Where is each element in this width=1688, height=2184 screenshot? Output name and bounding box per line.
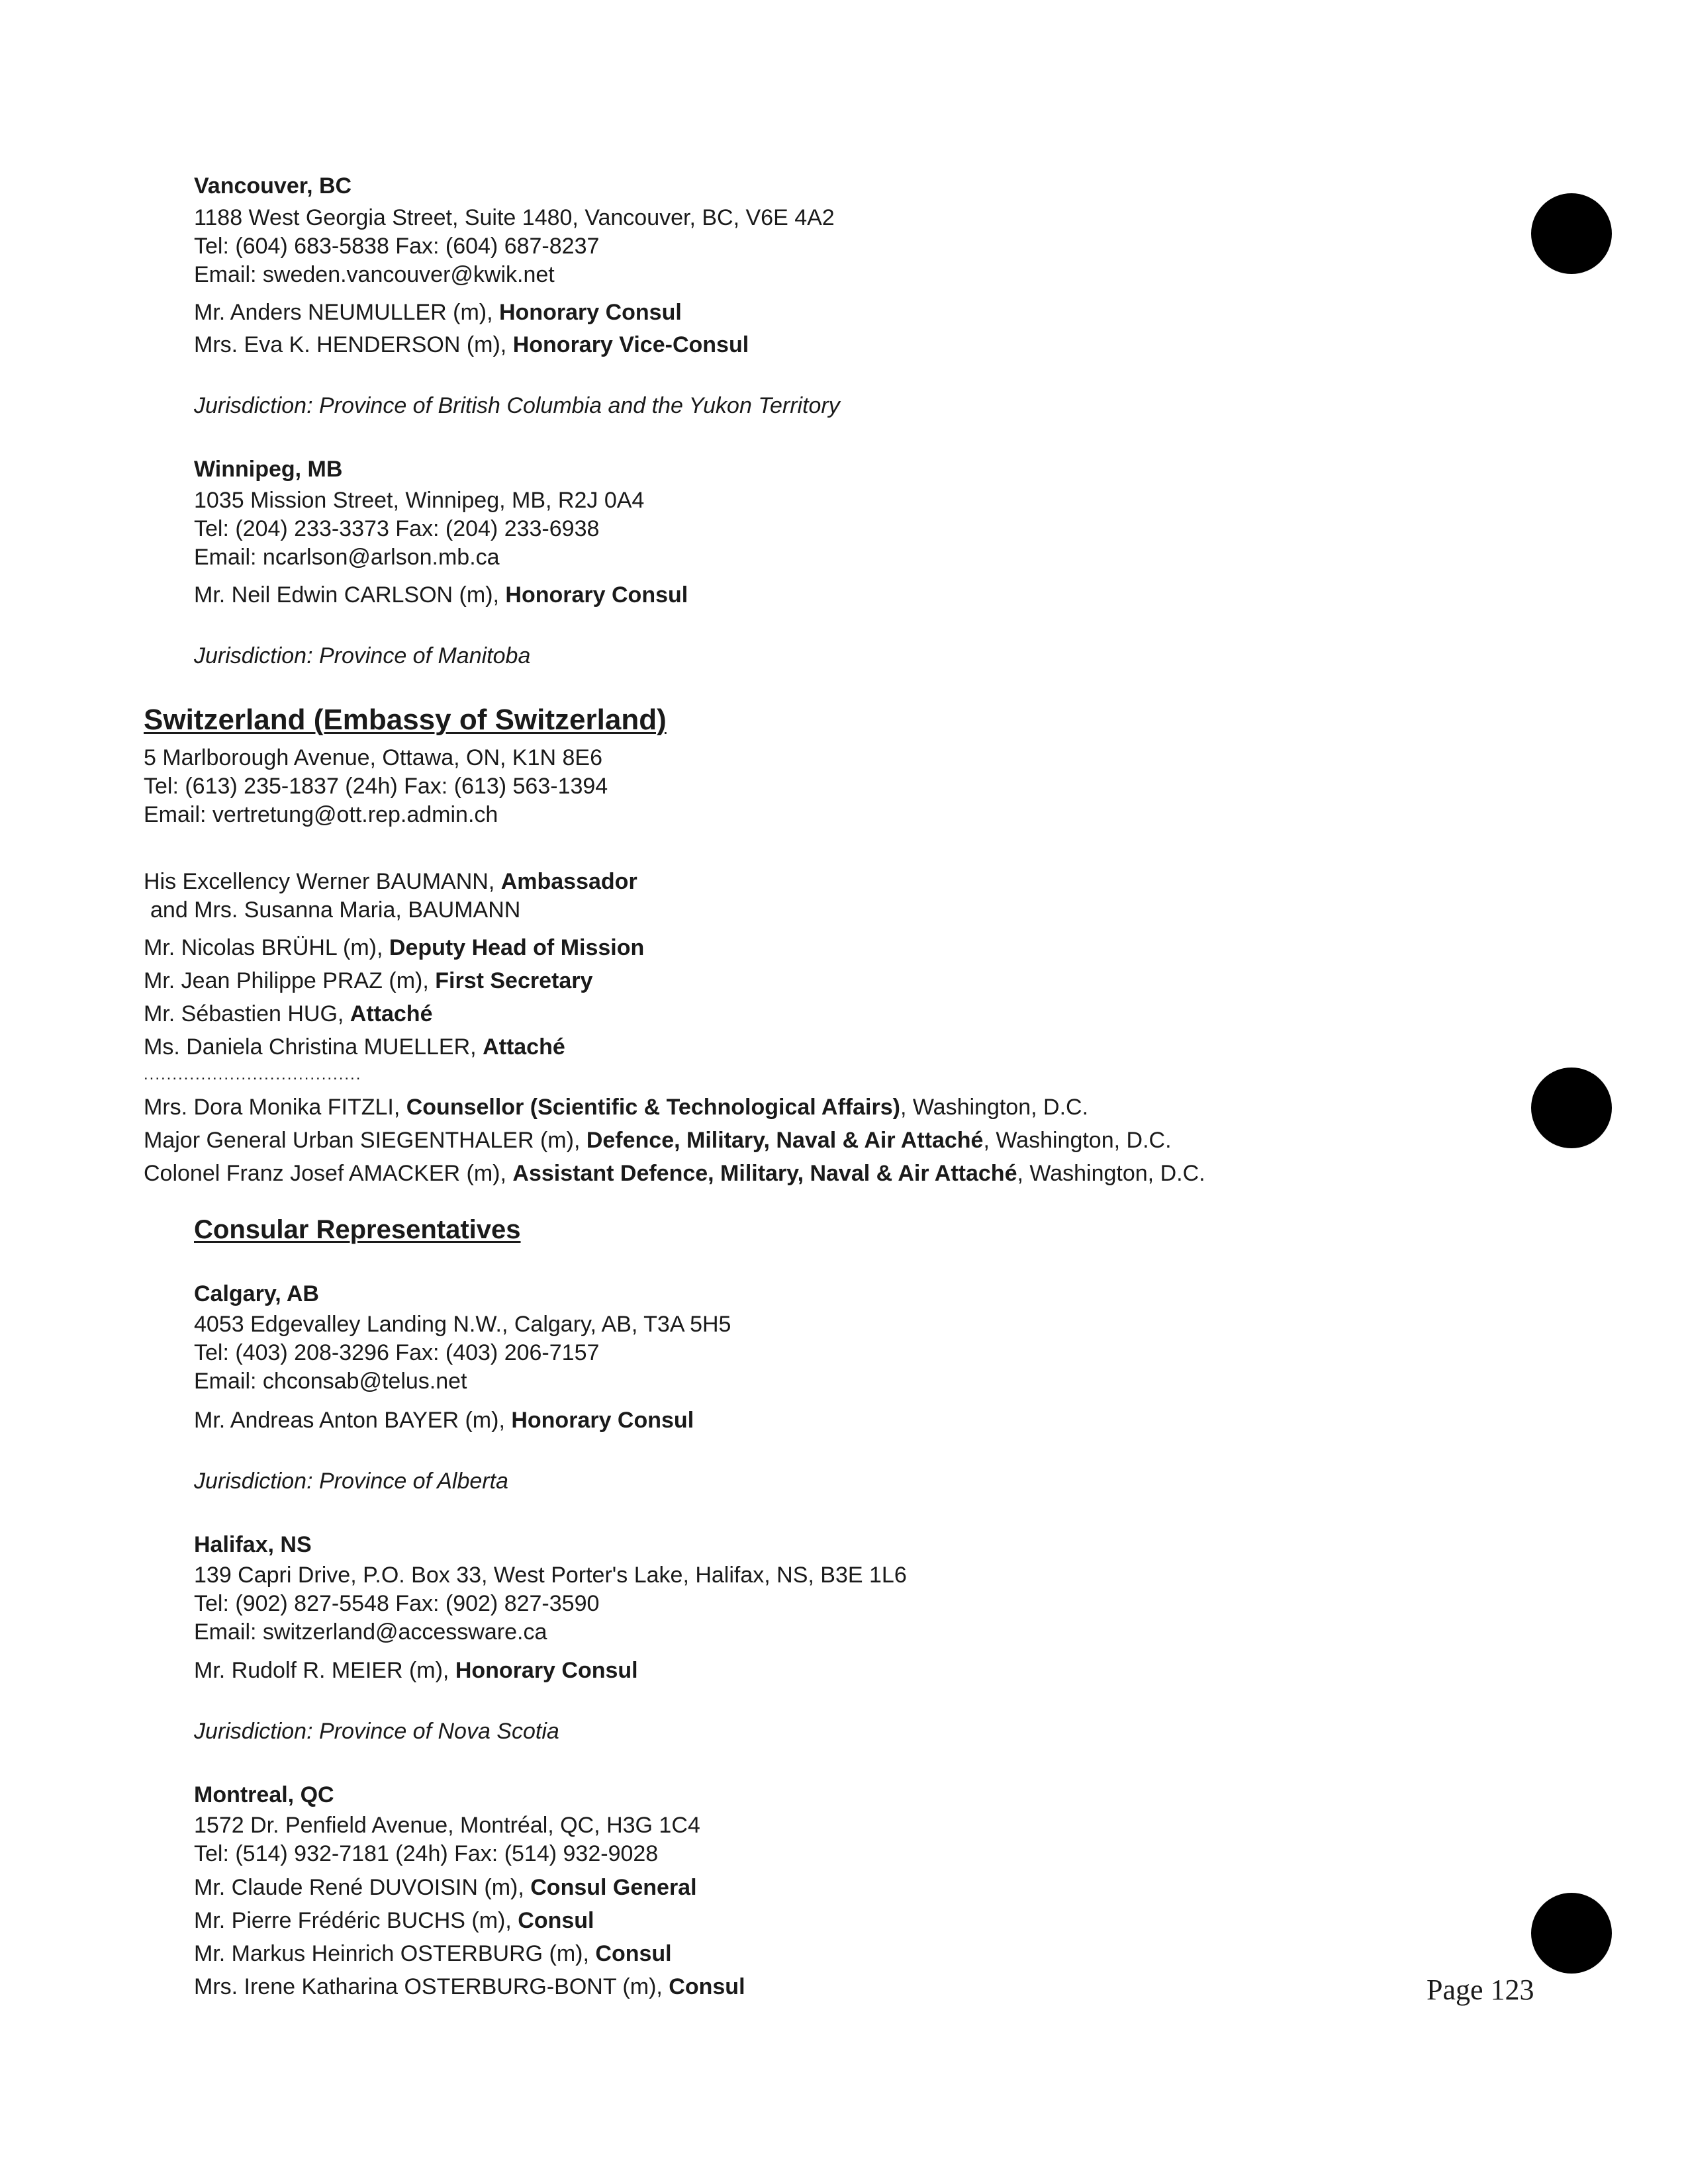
person-title: Honorary Consul <box>498 300 682 325</box>
person-name: Mrs. Irene Katharina OSTERBURG-BONT (m), <box>194 1974 669 1999</box>
person-name: Mr. Andreas Anton BAYER (m), <box>194 1408 512 1433</box>
person-name: Mr. Sébastien HUG, <box>144 1001 350 1026</box>
person-title: Assistant Defence, Military, Naval & Air Attaché <box>512 1161 1017 1186</box>
person-row <box>194 1874 697 1901</box>
ambassador-spouse: and Mrs. Susanna Maria, BAUMANN <box>150 897 521 923</box>
person-title: Deputy Head of Mission <box>389 935 645 960</box>
person-name: Mr. Neil Edwin CARLSON (m), <box>194 582 506 608</box>
person-name: Mr. Anders NEUMULLER (m), <box>194 300 499 325</box>
city-heading: Winnipeg, MB <box>194 457 343 482</box>
ambassador-row <box>144 868 637 895</box>
washington-row <box>144 1126 1172 1154</box>
person-row <box>194 331 749 359</box>
consular-representatives-heading: Consular Representatives <box>194 1215 521 1244</box>
address: 1572 Dr. Penfield Avenue, Montréal, QC, H3G 1C4 <box>194 1813 700 1838</box>
tel-fax: Tel: (902) 827-5548 Fax: (902) 827-3590 <box>194 1591 600 1616</box>
person-title: First Secretary <box>435 968 593 993</box>
tel-fax: Tel: (204) 233-3373 Fax: (204) 233-6938 <box>194 516 600 541</box>
tel-fax: Tel: (403) 208-3296 Fax: (403) 206-7157 <box>194 1340 600 1365</box>
address: 139 Capri Drive, P.O. Box 33, West Porter's Lake, Halifax, NS, B3E 1L6 <box>194 1563 907 1588</box>
city-heading: Vancouver, BC <box>194 173 352 199</box>
person-name: Major General Urban SIEGENTHALER (m), <box>144 1128 586 1153</box>
tel-fax: Tel: (514) 932-7181 (24h) Fax: (514) 932-9028 <box>194 1841 659 1866</box>
person-row <box>194 298 682 326</box>
person-title: Consul <box>669 1974 745 1999</box>
country-heading: Switzerland (Embassy of Switzerland) <box>144 704 667 736</box>
tel-fax: Tel: (604) 683-5838 Fax: (604) 687-8237 <box>194 234 600 259</box>
staff-row <box>144 967 592 995</box>
person-title: Honorary Consul <box>505 582 688 608</box>
person-row <box>194 1940 672 1968</box>
location: , Washington, D.C. <box>1017 1161 1205 1186</box>
person-name: Mr. Claude René DUVOISIN (m), <box>194 1875 531 1900</box>
staff-row <box>144 934 644 962</box>
location: , Washington, D.C. <box>900 1095 1089 1120</box>
person-name: Mr. Markus Heinrich OSTERBURG (m), <box>194 1941 596 1966</box>
person-name: Mr. Rudolf R. MEIER (m), <box>194 1658 455 1683</box>
address: 1035 Mission Street, Winnipeg, MB, R2J 0A4 <box>194 488 645 513</box>
person-title: Consul <box>518 1908 594 1933</box>
jurisdiction: Jurisdiction: Province of Manitoba <box>194 643 531 668</box>
jurisdiction: Jurisdiction: Province of Alberta <box>194 1469 508 1494</box>
person-title: Honorary Consul <box>455 1658 638 1683</box>
city-heading: Calgary, AB <box>194 1281 319 1306</box>
person-name: Colonel Franz Josef AMACKER (m), <box>144 1161 513 1186</box>
email: Email: vertretung@ott.rep.admin.ch <box>144 802 498 827</box>
punch-hole-top <box>1531 193 1612 274</box>
staff-row <box>144 1000 432 1028</box>
dotted-separator: ...................................... <box>144 1066 362 1083</box>
email: Email: sweden.vancouver@kwik.net <box>194 262 555 287</box>
person-name: Mr. Jean Philippe PRAZ (m), <box>144 968 436 993</box>
page-number: Page 123 <box>1427 1974 1534 2006</box>
address: 4053 Edgevalley Landing N.W., Calgary, AB, T3A 5H5 <box>194 1312 731 1337</box>
person-title: Counsellor (Scientific & Technological Affairs) <box>406 1095 900 1120</box>
person-title: Attaché <box>350 1001 433 1026</box>
person-title: Honorary Consul <box>511 1408 694 1433</box>
person-row <box>194 1907 594 1934</box>
city-heading: Montreal, QC <box>194 1782 334 1807</box>
person-title: Honorary Vice-Consul <box>512 332 749 357</box>
person-name: Ms. Daniela Christina MUELLER, <box>144 1034 483 1060</box>
person-title: Defence, Military, Naval & Air Attaché <box>586 1128 984 1153</box>
person-title: Attaché <box>483 1034 565 1060</box>
email: Email: switzerland@accessware.ca <box>194 1619 547 1645</box>
address: 5 Marlborough Avenue, Ottawa, ON, K1N 8E6 <box>144 745 602 770</box>
person-name: Mr. Nicolas BRÜHL (m), <box>144 935 389 960</box>
jurisdiction: Jurisdiction: Province of Nova Scotia <box>194 1719 559 1744</box>
person-title: Ambassador <box>500 869 637 894</box>
location: , Washington, D.C. <box>983 1128 1172 1153</box>
punch-hole-bottom <box>1531 1893 1612 1974</box>
washington-row <box>144 1160 1205 1187</box>
person-title: Consul <box>595 1941 672 1966</box>
person-name: Mr. Pierre Frédéric BUCHS (m), <box>194 1908 518 1933</box>
person-name: His Excellency Werner BAUMANN, <box>144 869 501 894</box>
person-row <box>194 1406 694 1434</box>
address: 1188 West Georgia Street, Suite 1480, Vancouver, BC, V6E 4A2 <box>194 205 835 230</box>
person-name: Mrs. Eva K. HENDERSON (m), <box>194 332 513 357</box>
washington-row <box>144 1093 1088 1121</box>
person-name: Mrs. Dora Monika FITZLI, <box>144 1095 406 1120</box>
tel-fax: Tel: (613) 235-1837 (24h) Fax: (613) 563-1394 <box>144 774 608 799</box>
email: Email: chconsab@telus.net <box>194 1369 467 1394</box>
city-heading: Halifax, NS <box>194 1532 312 1557</box>
person-row <box>194 581 688 609</box>
punch-hole-middle <box>1531 1068 1612 1148</box>
person-title: Consul General <box>530 1875 697 1900</box>
staff-row <box>144 1033 565 1061</box>
email: Email: ncarlson@arlson.mb.ca <box>194 545 500 570</box>
person-row <box>194 1657 638 1684</box>
person-row <box>194 1973 745 2001</box>
jurisdiction: Jurisdiction: Province of British Columbia and the Yukon Territory <box>194 393 840 418</box>
